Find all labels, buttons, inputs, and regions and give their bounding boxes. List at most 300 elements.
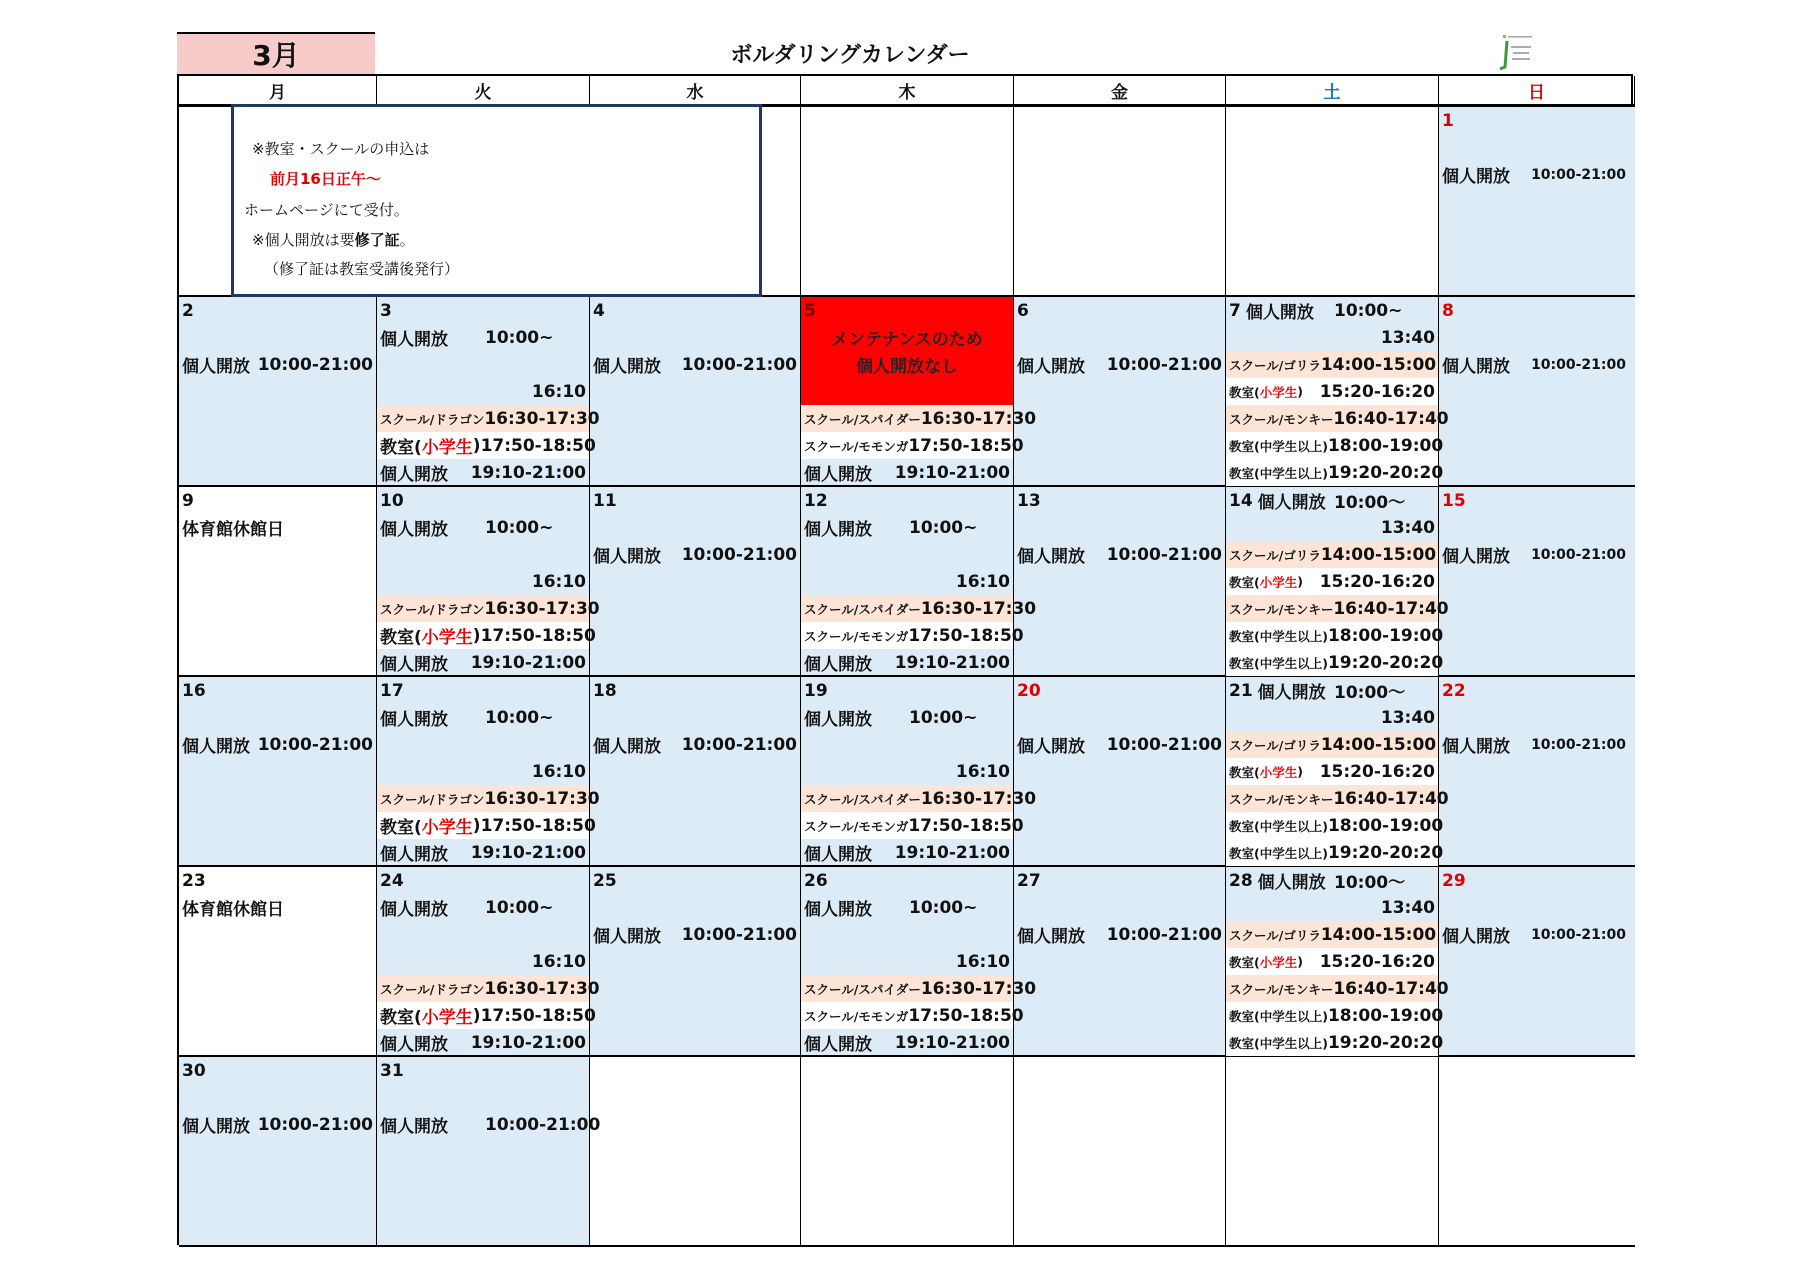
schedule-line: [179, 948, 376, 975]
day-cell[interactable]: [377, 867, 600, 1057]
event-label: 個人開放: [804, 520, 872, 540]
day-cell[interactable]: [1226, 677, 1449, 867]
day-cell[interactable]: [1226, 487, 1449, 677]
schedule-line: [1014, 242, 1225, 269]
day-header-line: [1014, 107, 1225, 134]
day-cell[interactable]: [179, 677, 377, 867]
event-label: 教室(: [1229, 954, 1260, 970]
schedule-line: [377, 514, 589, 541]
schedule-line: [179, 704, 376, 731]
schedule-line: [801, 378, 1013, 405]
day-header-line: [1226, 487, 1438, 514]
event-label: 個人開放: [182, 357, 250, 377]
event-label-highlight: 小学生: [1259, 574, 1298, 590]
schedule-line: [801, 1165, 1013, 1192]
event-time: 10:00~: [485, 897, 554, 918]
event-time: 10:00~: [909, 897, 978, 918]
event-label: スクール/モモンガ: [804, 438, 909, 454]
day-header-line: [590, 487, 800, 514]
schedule-line: [1439, 758, 1635, 785]
event-label-highlight: 小学生: [421, 1008, 473, 1028]
event-time: 10:00-21:00: [1106, 354, 1222, 375]
schedule-line: [801, 921, 1013, 948]
schedule-line: [1439, 432, 1635, 459]
event-label: 個人開放: [804, 845, 872, 865]
schedule-line: [801, 324, 1013, 351]
schedule-line: [801, 704, 1013, 731]
event-label: 個人開放: [593, 737, 661, 757]
day-cell[interactable]: [179, 1057, 377, 1247]
schedule-line: [1439, 1192, 1635, 1219]
day-header-line: [1014, 1057, 1225, 1084]
schedule-line: [179, 324, 376, 351]
event-label: 教室(中学生以上): [1229, 628, 1328, 644]
notice-line: [252, 229, 415, 250]
event-label: 個人開放: [380, 710, 448, 730]
schedule-line: [1439, 785, 1635, 812]
schedule-line: [801, 134, 1013, 161]
schedule-line: [1014, 1002, 1225, 1029]
schedule-line: [1226, 432, 1444, 459]
event-label: 教室(: [1229, 764, 1260, 780]
day-cell[interactable]: [377, 1057, 601, 1247]
day-cell[interactable]: [801, 1057, 1014, 1247]
schedule-line: [179, 1111, 376, 1138]
event-label: 体育館休館日: [182, 900, 284, 920]
schedule-line: [1226, 568, 1438, 595]
day-number: 23: [182, 870, 206, 891]
schedule-line: [1014, 1029, 1225, 1056]
day-cell[interactable]: [1439, 677, 1635, 867]
schedule-line: [590, 1138, 800, 1165]
schedule-line: [801, 839, 1013, 866]
schedule-line: [1439, 812, 1635, 839]
weekday-header: 月: [179, 76, 377, 107]
day-header-line: [1226, 867, 1438, 894]
weekday-header: 日: [1439, 76, 1635, 107]
day-number: 20: [1017, 680, 1041, 701]
event-time: 10:00-21:00: [257, 1114, 373, 1135]
schedule-line: [179, 1084, 376, 1111]
schedule-line: [801, 948, 1013, 975]
day-number: 22: [1442, 680, 1466, 701]
event-label: スクール/スパイダー: [804, 981, 921, 997]
schedule-line: [590, 351, 800, 378]
day-header-line: [1014, 297, 1225, 324]
schedule-line: [590, 405, 800, 432]
weekday-header: 水: [590, 76, 801, 107]
day-number: 19: [804, 680, 828, 701]
schedule-line: [377, 839, 589, 866]
event-label: 個人開放: [182, 737, 250, 757]
schedule-line: [377, 568, 589, 595]
day-number: 21: [1229, 680, 1253, 701]
schedule-line: [590, 894, 800, 921]
event-time: 16:30-17:30: [484, 978, 600, 999]
schedule-line: [590, 704, 800, 731]
day-cell[interactable]: [1439, 867, 1635, 1057]
schedule-line: [1439, 351, 1635, 378]
day-number: 6: [1017, 300, 1029, 321]
day-number: 4: [593, 300, 605, 321]
schedule-line: [377, 541, 589, 568]
schedule-line: [179, 432, 376, 459]
event-label: スクール/スパイダー: [804, 791, 921, 807]
day-number: 24: [380, 870, 404, 891]
event-time: 18:00-19:00: [1327, 435, 1444, 456]
day-header-line: [801, 1057, 1013, 1084]
event-time: 10:00~: [909, 517, 978, 538]
day-number: 2: [182, 300, 194, 321]
schedule-line: [1226, 215, 1438, 242]
event-time: 10:00～: [1334, 493, 1406, 513]
event-time: 19:10-21:00: [894, 842, 1010, 863]
day-cell[interactable]: [179, 487, 377, 677]
event-time: 17:50-18:50: [908, 435, 1024, 456]
notice-box: [231, 104, 762, 297]
event-time: 14:00-15:00: [1320, 924, 1437, 945]
event-label: 個人開放: [380, 655, 448, 675]
schedule-line: [590, 839, 800, 866]
schedule-line: [590, 595, 800, 622]
schedule-line: [179, 459, 376, 486]
day-cell[interactable]: [1014, 297, 1226, 487]
event-label: スクール/ゴリラ: [1229, 357, 1321, 373]
schedule-line: [1014, 595, 1225, 622]
day-header-line: [179, 487, 376, 514]
schedule-line: [1439, 188, 1635, 215]
event-time: 18:00-19:00: [1327, 625, 1444, 646]
schedule-line: [377, 459, 589, 486]
event-time: 19:10-21:00: [894, 1032, 1010, 1053]
event-label: スクール/モモンガ: [804, 628, 909, 644]
event-time: 15:20-16:20: [1319, 951, 1435, 972]
schedule-line: [1014, 541, 1225, 568]
event-time: 16:10: [531, 761, 586, 782]
event-time: 16:40-17:40: [1333, 978, 1449, 999]
event-time: 17:50-18:50: [480, 815, 596, 836]
event-time: 13:40: [1380, 707, 1435, 728]
event-label: 教室(: [380, 818, 422, 838]
schedule-line: [377, 731, 589, 758]
schedule-line: [179, 405, 376, 432]
day-header-line: [1014, 677, 1225, 704]
schedule-line: [1014, 405, 1225, 432]
event-time: 10:00-21:00: [1531, 546, 1626, 563]
schedule-line: [801, 1192, 1013, 1219]
day-header-line: [801, 487, 1013, 514]
day-number: 10: [380, 490, 404, 511]
schedule-line: [377, 432, 596, 459]
day-header-line: [1226, 677, 1438, 704]
event-time: 16:10: [531, 951, 586, 972]
day-cell[interactable]: [377, 297, 600, 487]
event-time: 10:00-21:00: [1106, 924, 1222, 945]
schedule-line: [377, 704, 589, 731]
schedule-line: [1439, 1084, 1635, 1111]
weekday-header: 土: [1226, 76, 1439, 107]
schedule-line: [1014, 324, 1225, 351]
event-time: 10:00~: [909, 707, 978, 728]
event-time: 19:10-21:00: [894, 652, 1010, 673]
day-number: 12: [804, 490, 828, 511]
event-label: 個人開放: [593, 357, 661, 377]
schedule-line: [590, 324, 800, 351]
event-time: 18:00-19:00: [1327, 1005, 1444, 1026]
event-label: 教室(中学生以上): [1229, 845, 1328, 861]
event-label: 個人開放: [1257, 683, 1326, 703]
event-label: スクール/スパイダー: [804, 411, 921, 427]
schedule-line: [1439, 405, 1635, 432]
club-logo-icon: [1497, 33, 1537, 71]
day-header-line: [801, 867, 1013, 894]
day-header-line: [179, 1057, 376, 1084]
day-cell[interactable]: [1226, 107, 1439, 297]
weekday-header: 火: [377, 76, 590, 107]
notice-line-highlight: 前月16日正午～: [270, 170, 381, 188]
schedule-line: [1439, 1165, 1635, 1192]
event-label: 個人開放: [1442, 737, 1510, 757]
day-cell[interactable]: [1439, 107, 1635, 297]
schedule-line: [179, 921, 376, 948]
schedule-line: [590, 975, 800, 1002]
schedule-line: [801, 1084, 1013, 1111]
event-label: 教室(: [1229, 574, 1260, 590]
day-header-line: [801, 297, 1013, 324]
schedule-line: [1226, 948, 1438, 975]
day-cell[interactable]: [590, 297, 801, 487]
event-label: スクール/スパイダー: [804, 601, 921, 617]
day-cell[interactable]: [1226, 1057, 1439, 1247]
schedule-line: [1226, 459, 1444, 486]
event-time: 18:00-19:00: [1327, 815, 1444, 836]
schedule-line: [179, 1165, 376, 1192]
day-header-line: [1014, 867, 1225, 894]
day-cell[interactable]: [179, 297, 377, 487]
day-header-line: [1439, 1057, 1635, 1084]
event-time: 19:10-21:00: [470, 1032, 586, 1053]
event-time: 17:50-18:50: [480, 625, 596, 646]
event-time: 16:30-17:30: [920, 408, 1037, 429]
day-header-line: [377, 487, 589, 514]
day-number: 27: [1017, 870, 1041, 891]
day-cell[interactable]: [1439, 1057, 1635, 1247]
day-number: 31: [380, 1060, 404, 1081]
day-cell[interactable]: [590, 487, 801, 677]
event-time: 10:00-21:00: [681, 734, 797, 755]
schedule-line: [377, 1165, 589, 1192]
schedule-line: [179, 758, 376, 785]
event-time: 16:10: [955, 761, 1010, 782]
schedule-line: [801, 649, 1013, 676]
day-cell[interactable]: [801, 297, 1037, 487]
day-header-line: [590, 1057, 800, 1084]
event-label: 教室(: [1229, 384, 1260, 400]
event-label: 教室(中学生以上): [1229, 818, 1328, 834]
schedule-line: [590, 1192, 800, 1219]
schedule-line: [377, 378, 589, 405]
schedule-line: [179, 1219, 376, 1246]
schedule-line: [179, 351, 376, 378]
day-number: 3: [380, 300, 392, 321]
event-label: ): [472, 625, 481, 646]
event-label: スクール/モンキー: [1229, 791, 1334, 807]
event-label-highlight: 小学生: [421, 628, 473, 648]
schedule-line: [1226, 785, 1449, 812]
schedule-line: [1226, 1165, 1438, 1192]
day-cell[interactable]: [179, 867, 377, 1057]
page-title: ボルダリングカレンダー: [730, 42, 970, 68]
schedule-line: [1226, 1084, 1438, 1111]
day-header-line: [801, 677, 1013, 704]
schedule-line: [377, 1138, 589, 1165]
event-label: 個人開放: [804, 1035, 872, 1055]
schedule-line: [1226, 622, 1444, 649]
day-number: 26: [804, 870, 828, 891]
day-number: 30: [182, 1060, 206, 1081]
day-cell[interactable]: [1439, 487, 1635, 677]
schedule-line: [1439, 378, 1635, 405]
schedule-line: [1226, 812, 1444, 839]
event-label: 個人開放: [380, 465, 448, 485]
schedule-line: [1226, 1219, 1438, 1246]
month-text: 3月: [252, 39, 300, 72]
day-number: 11: [593, 490, 617, 511]
day-header-line: [377, 867, 589, 894]
event-label: 個人開放: [593, 547, 661, 567]
day-header-line: [1439, 107, 1635, 134]
day-cell[interactable]: [1439, 297, 1635, 487]
schedule-line: [1014, 432, 1225, 459]
event-label: スクール/ゴリラ: [1229, 737, 1321, 753]
event-label-highlight: 小学生: [1259, 954, 1298, 970]
schedule-line: [377, 1111, 601, 1138]
schedule-line: [590, 514, 800, 541]
event-time: 15:20-16:20: [1319, 381, 1435, 402]
event-label: 教室(: [380, 1008, 422, 1028]
schedule-line: [801, 161, 1013, 188]
event-time: 10:00-21:00: [1531, 736, 1626, 753]
notice-text: ※個人開放は要: [252, 231, 355, 249]
event-label: 個人開放: [380, 520, 448, 540]
schedule-line: [1014, 704, 1225, 731]
event-label: 個人開放: [380, 845, 448, 865]
schedule-line: [179, 595, 376, 622]
schedule-line: [1439, 215, 1635, 242]
schedule-line: [801, 514, 1013, 541]
schedule-line: [1439, 595, 1635, 622]
day-cell[interactable]: [1014, 107, 1226, 297]
schedule-line: [1014, 948, 1225, 975]
day-cell[interactable]: [1226, 297, 1449, 487]
event-label: メンテナンスのため: [831, 330, 983, 350]
schedule-line: [590, 568, 800, 595]
month-label: [177, 32, 375, 74]
day-header-line: [1439, 867, 1635, 894]
schedule-line: [1226, 378, 1438, 405]
day-cell[interactable]: [377, 487, 600, 677]
day-cell[interactable]: [590, 677, 801, 867]
schedule-line: [801, 812, 1024, 839]
day-header-line: [801, 107, 1013, 134]
day-cell[interactable]: [1014, 487, 1226, 677]
day-header-line: [590, 297, 800, 324]
event-time: 10:00-21:00: [1106, 734, 1222, 755]
day-cell[interactable]: [1226, 867, 1449, 1057]
schedule-line: [377, 812, 596, 839]
schedule-line: [590, 1084, 800, 1111]
event-label: スクール/モモンガ: [804, 1008, 909, 1024]
day-number: 25: [593, 870, 617, 891]
event-time: 17:50-18:50: [908, 1005, 1024, 1026]
event-label-highlight: 小学生: [421, 818, 473, 838]
day-cell[interactable]: [1014, 677, 1226, 867]
schedule-line: [590, 948, 800, 975]
schedule-line: [1014, 1219, 1225, 1246]
day-cell[interactable]: [590, 1057, 801, 1247]
weekday-header: 金: [1014, 76, 1226, 107]
schedule-line: [179, 839, 376, 866]
schedule-line: [377, 1084, 589, 1111]
day-cell[interactable]: [801, 107, 1014, 297]
event-label: 教室(中学生以上): [1229, 655, 1328, 671]
day-header-line: [1226, 107, 1438, 134]
day-cell[interactable]: [1014, 867, 1226, 1057]
event-label: ): [1297, 574, 1303, 589]
schedule-line: [590, 1029, 800, 1056]
day-number: 17: [380, 680, 404, 701]
event-label: 個人開放: [1442, 167, 1510, 187]
event-time: 10:00-21:00: [681, 544, 797, 565]
event-time: 10:00-21:00: [257, 734, 373, 755]
day-header-line: [179, 297, 376, 324]
day-number: 18: [593, 680, 617, 701]
schedule-line: [801, 188, 1013, 215]
day-cell[interactable]: [1014, 1057, 1226, 1247]
day-header-line: [179, 677, 376, 704]
event-time: 10:00-21:00: [1531, 166, 1626, 183]
schedule-line: [801, 1111, 1013, 1138]
event-label: ): [472, 815, 481, 836]
schedule-line: [1439, 1138, 1635, 1165]
day-header-line: [377, 297, 589, 324]
event-time: 10:00～: [1334, 873, 1406, 893]
notice-line: （修了証は教室受講後発行）: [264, 260, 460, 278]
schedule-line: [801, 1138, 1013, 1165]
schedule-line: [1014, 785, 1225, 812]
event-label: 個人開放: [182, 1117, 250, 1137]
event-label: スクール/ゴリラ: [1229, 927, 1321, 943]
schedule-line: [1014, 1192, 1225, 1219]
schedule-line: [1226, 839, 1444, 866]
schedule-line: [1014, 514, 1225, 541]
schedule-line: [590, 812, 800, 839]
event-time: 16:10: [955, 571, 1010, 592]
day-cell[interactable]: [590, 867, 801, 1057]
event-label: スクール/ゴリラ: [1229, 547, 1321, 563]
schedule-line: [377, 1192, 589, 1219]
event-label: ): [1297, 764, 1303, 779]
schedule-line: [1014, 812, 1225, 839]
event-label-highlight: 小学生: [1259, 384, 1298, 400]
event-label: スクール/モンキー: [1229, 411, 1334, 427]
day-cell[interactable]: [377, 677, 600, 867]
schedule-line: [1226, 1111, 1438, 1138]
schedule-line: [1226, 1002, 1444, 1029]
schedule-line: [377, 1219, 589, 1246]
schedule-line: [1439, 568, 1635, 595]
schedule-line: [1439, 1002, 1635, 1029]
